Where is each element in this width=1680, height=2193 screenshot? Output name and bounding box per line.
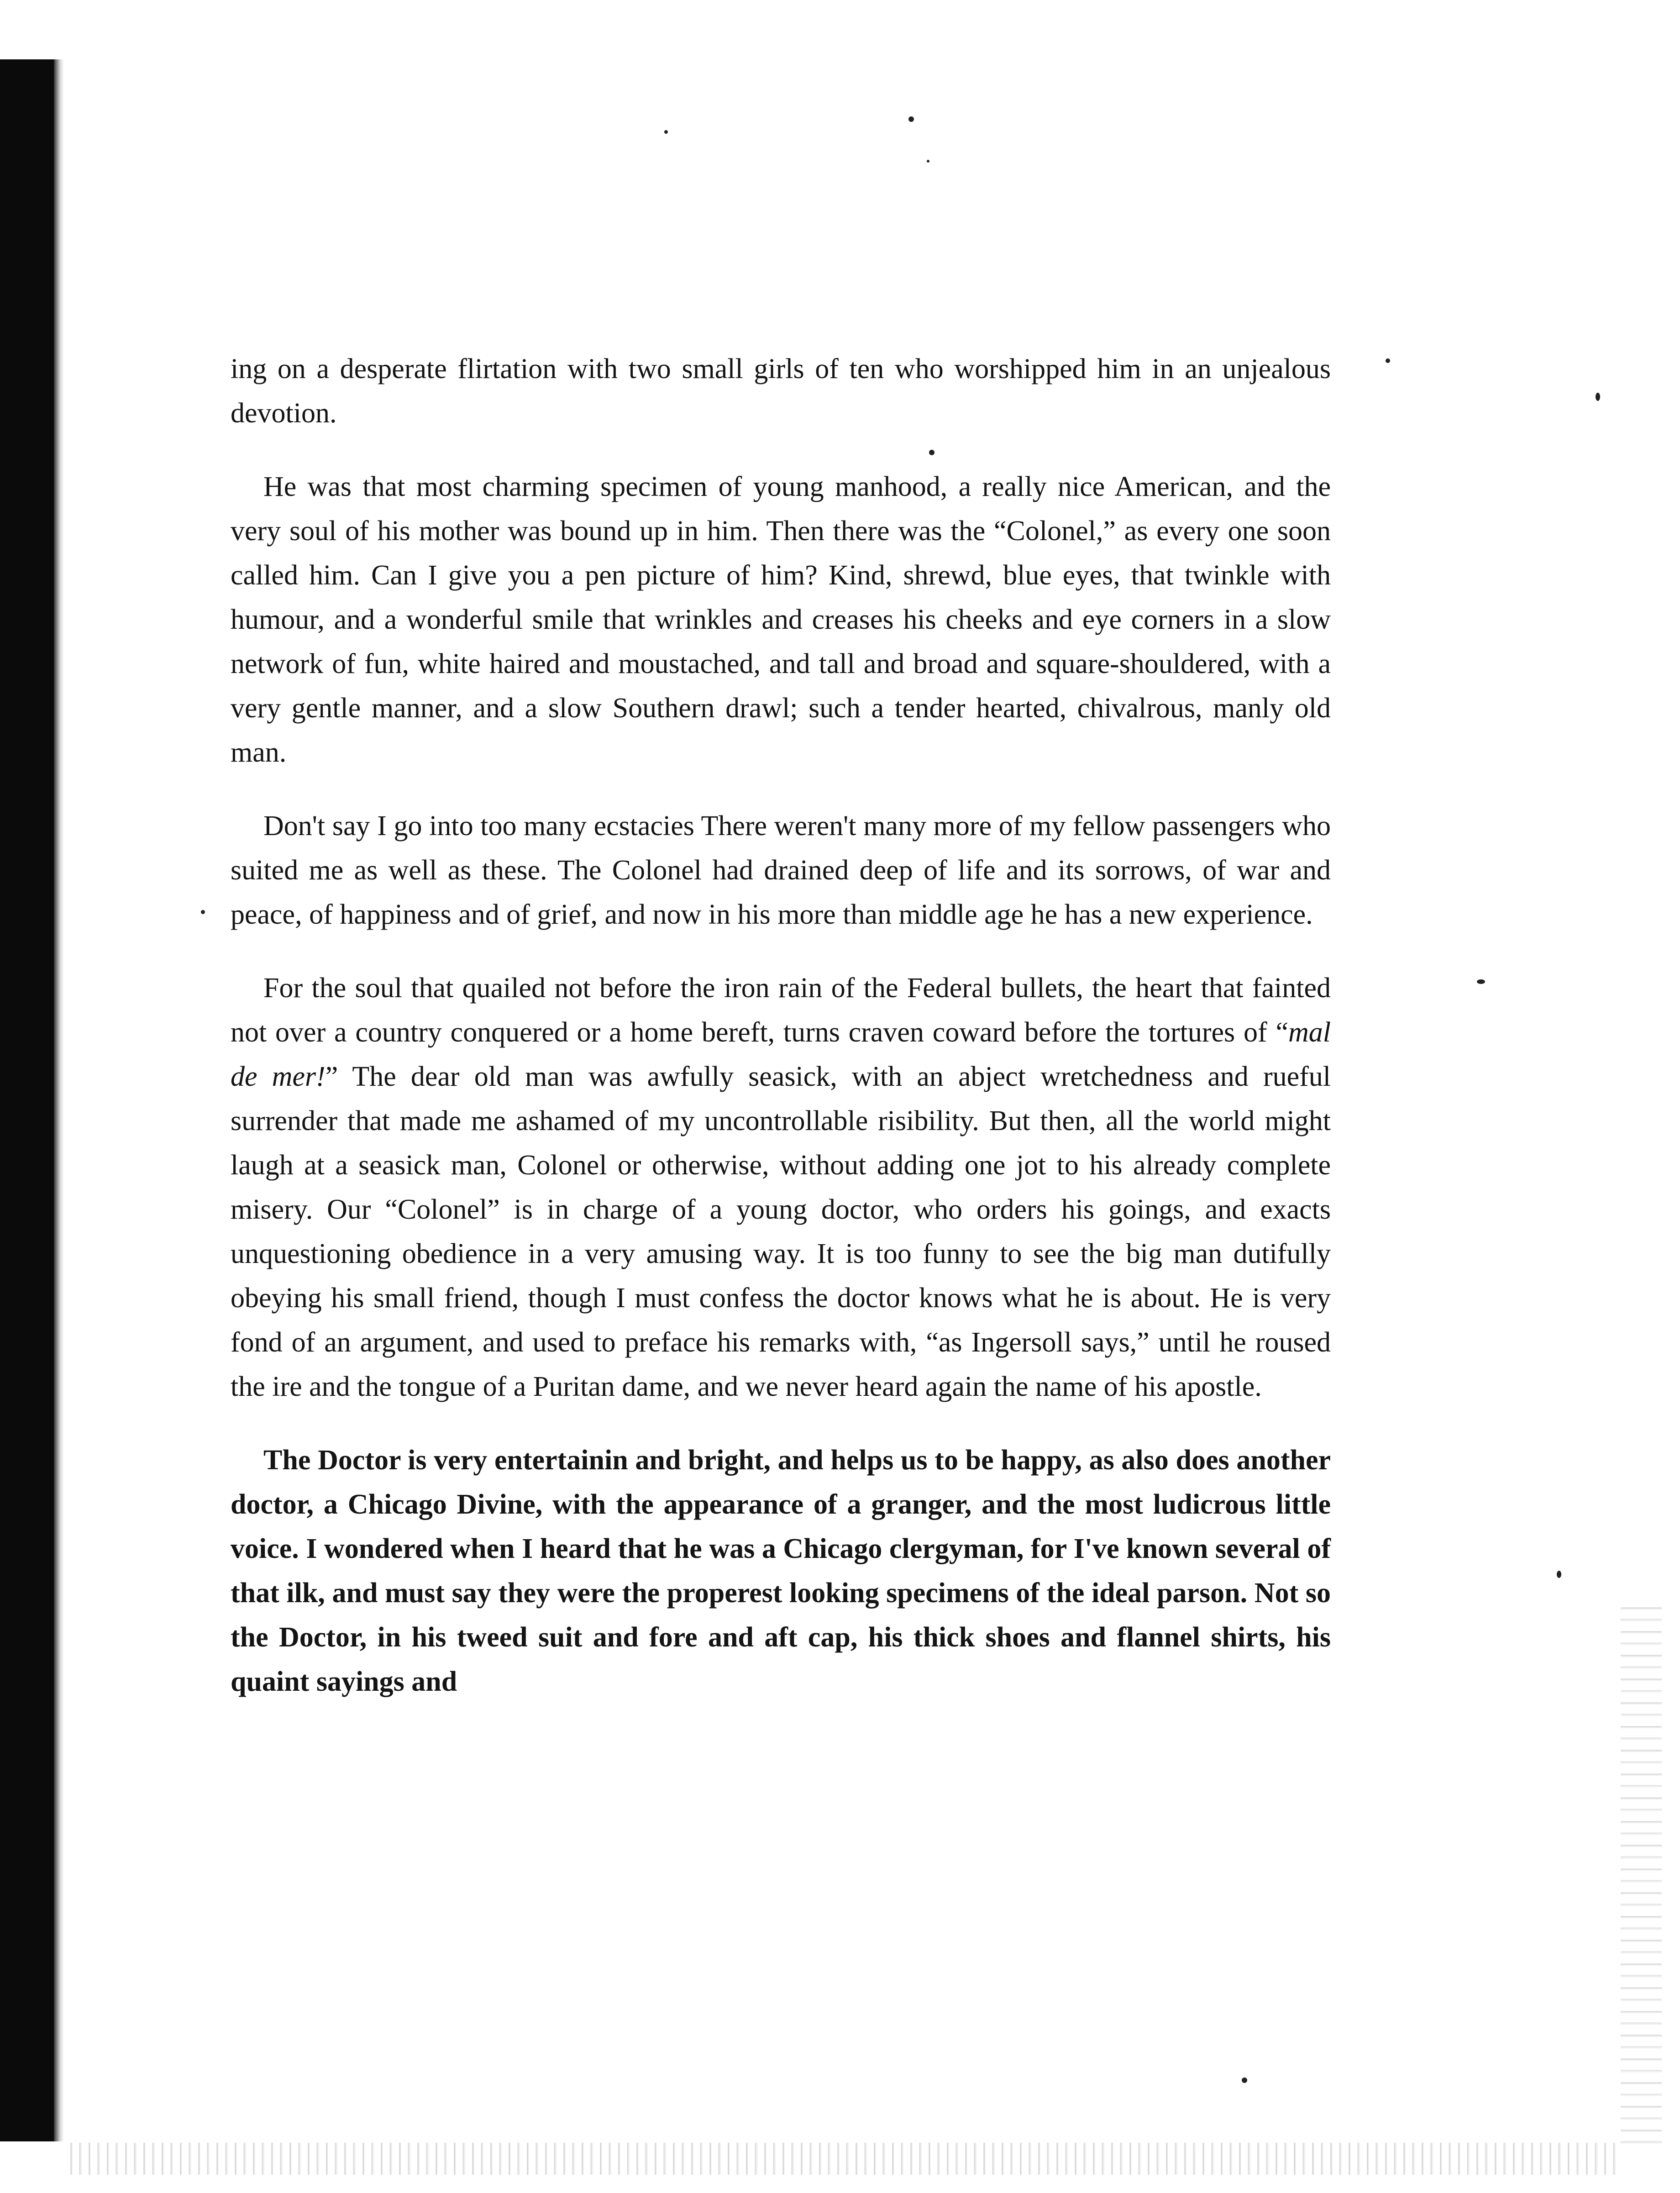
paragraph: Don't say I go into too many ecstacies There weren't many more of my fellow passengers who suited me as well as these. The Colonel had drained deep of life and its sorrows, of war and peace, of happiness and of grief, and now in his more than middle age he has a new experience.	[231, 810, 1331, 930]
paragraph: ing on a desperate flirtation with two small girls of ten who worshipped him in an unjealous devotion.	[231, 353, 1331, 429]
paragraph-text: For the soul that quailed not before the iron rain of the Federal bullets, the heart that fainted not over a country conquered or a home bereft, turns craven coward before the tortures of “	[231, 973, 1331, 1048]
scan-speck	[664, 130, 668, 134]
paragraph-text: ” The dear old man was awfully seasick, with an abject wretchedness and rueful surrender that made me ashamed of my uncontrollable risibility. But then, all the world might laugh at a seasick man, Colonel or otherwise, without adding one jot to his already complete misery. Our “Colonel” is in charge of a young doctor, who orders his goings, and exacts unquestioning obedience in a very amusing way. It is too funny to see the big man dutifully obeying his small friend, though I must confess the doctor knows what he is about. He is very fond of an argument, and used to preface his remarks with, “as Ingersoll says,” until he roused the ire and the tongue of a Puritan dame, and we never heard again the name of his apostle.	[231, 1061, 1331, 1402]
scan-speck	[927, 160, 929, 163]
scan-speck	[1596, 393, 1600, 401]
scan-speck	[1386, 358, 1390, 363]
paragraph: He was that most charming specimen of young manhood, a really nice American, and the very soul of his mother was bound up in him. Then there was the “Colonel,” as every one soon called him. Can I give you a pen picture of him? Kind, shrewd, blue eyes, that twinkle with humour, and a wonderful smile that wrinkles and creases his cheeks and eye corners in a slow network of fun, white haired and moustached, and tall and broad and square-shouldered, with a very gentle manner, and a slow Southern drawl; such a tender hearted, chivalrous, manly old man.	[231, 471, 1331, 768]
scan-bottom-noise	[64, 2143, 1616, 2175]
scan-binding-shadow	[54, 59, 64, 2141]
scan-speck	[1557, 1571, 1561, 1578]
paragraph	[231, 966, 1331, 1409]
scan-speck	[1242, 2077, 1247, 2083]
scan-speck	[908, 116, 914, 122]
scan-right-noise	[1621, 1598, 1662, 2146]
scan-binding-edge	[0, 59, 54, 2141]
page-body	[231, 347, 1331, 1733]
paragraph: The Doctor is very entertainin and bright, and helps us to be happy, as also does another doctor, a Chicago Divine, with the appearance of a granger, and the most ludicrous little voice. I wondered when I heard that he was a Chicago clergyman, for I've known several of that ilk, and must say they were the properest looking specimens of the ideal parson. Not so the Doctor, in his tweed suit and fore and aft cap, his thick shoes and flannel shirts, his quaint sayings and	[231, 1445, 1331, 1697]
scan-speck	[201, 910, 205, 914]
scan-speck	[1477, 979, 1485, 984]
italic-phrase: mal de mer!	[231, 1017, 1331, 1092]
